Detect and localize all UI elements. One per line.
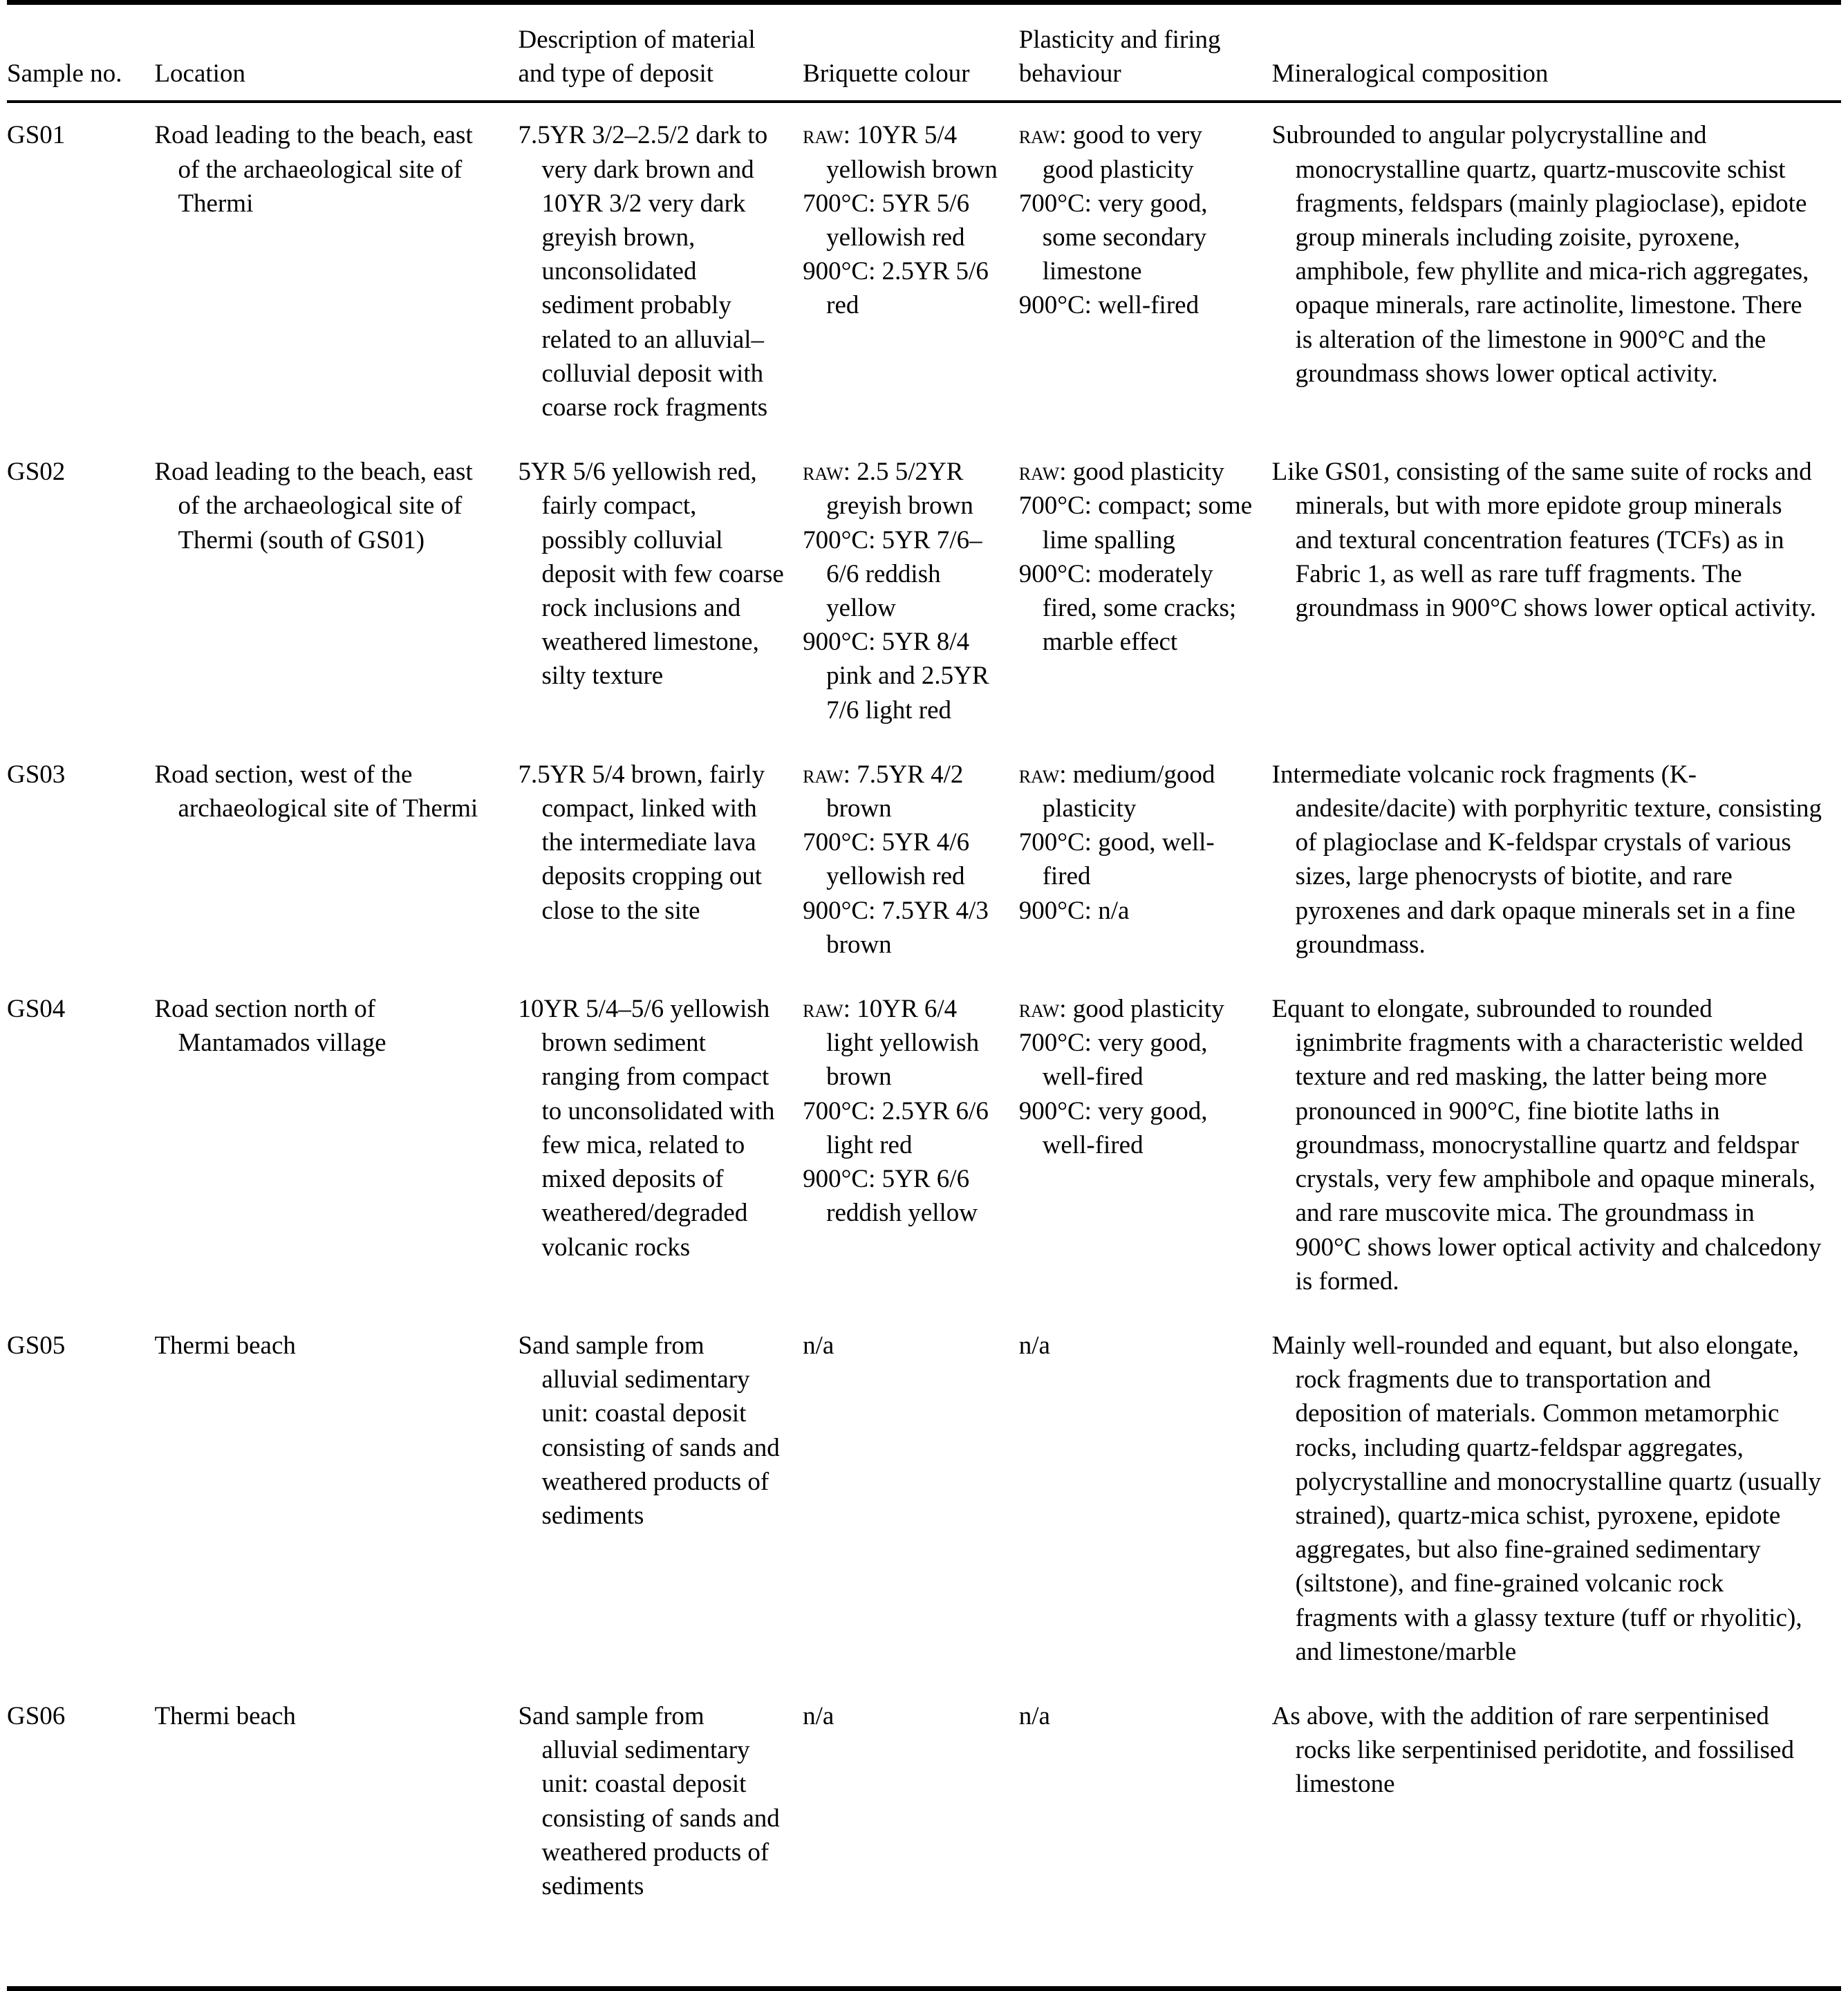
column-header-mineralogical-composition	[1272, 12, 1841, 102]
header-label-line2: and type of deposit	[518, 59, 714, 88]
rule-cell	[1019, 3, 1272, 12]
cell-briquette-colour	[803, 102, 1019, 440]
sample-description-table	[7, 0, 1841, 1991]
cell-mineralogy: Like GS01, consisting of the same suite of rocks and minerals, but with more epidote group minerals and textural concentration features (TCFs) as in Fabric 1, as well as rare tuff fragments. The groundmass in 900°C shows lower optical activity.	[1271, 458, 1816, 623]
column-header-plasticity	[1019, 12, 1272, 102]
top-rule	[7, 3, 1841, 12]
cell-description: 7.5YR 5/4 brown, fairly compact, linked with the intermediate lava deposits cropping out close to the site	[518, 760, 765, 925]
column-header-location	[154, 12, 518, 102]
rule-cell	[803, 3, 1019, 12]
briquette-700-entry: 700°C: 5YR 4/6 yellowish red	[803, 828, 970, 891]
plasticity-raw-entry	[1019, 992, 1254, 1026]
cell-plasticity	[1019, 742, 1272, 977]
briquette-700-entry: 700°C: 5YR 5/6 yellowish red	[803, 189, 970, 252]
cell-sample-no: GS04	[7, 995, 66, 1024]
raw-value: : good to very good plasticity	[1042, 121, 1202, 184]
raw-value: : medium/good plasticity	[1042, 760, 1215, 823]
briquette-900-entry: 900°C: 7.5YR 4/3 brown	[803, 896, 989, 959]
table-row	[7, 1684, 1841, 1989]
rule-cell	[518, 3, 803, 12]
cell-description: 7.5YR 3/2–2.5/2 dark to very dark brown and 10YR 3/2 very dark greyish brown, unconsolidated sediment probably related to an alluvial–colluvial deposit with coarse rock fragments	[518, 121, 768, 422]
plasticity-raw-entry	[1019, 455, 1254, 489]
table-header	[7, 3, 1841, 102]
cell-sample-no: GS02	[7, 458, 66, 487]
cell-mineralogy: Intermediate volcanic rock fragments (K-andesite/dacite) with porphyritic texture, consisting of plagioclase and K-feldspar crystals of various sizes, large phenocrysts of biotite, and rare pyroxenes and dark opaque minerals set in a fine groundmass.	[1271, 760, 1822, 959]
rule-cell	[154, 3, 518, 12]
cell-mineralogy: As above, with the addition of rare serpentinised rocks like serpentinised peridotite, and fossilised limestone	[1272, 1684, 1841, 1989]
raw-label: raw	[1018, 458, 1060, 487]
cell-briquette-colour	[803, 977, 1019, 1314]
column-header-briquette-colour	[803, 12, 1019, 102]
plasticity-700-entry: 700°C: very good, well-fired	[1018, 1029, 1208, 1092]
cell-sample-no: GS03	[7, 760, 66, 789]
header-label: Location	[154, 59, 245, 88]
raw-label: raw	[803, 995, 843, 1024]
cell-sample-no: GS05	[7, 1331, 66, 1360]
plasticity-900-entry: 900°C: n/a	[1018, 896, 1130, 925]
header-label: Briquette colour	[803, 59, 970, 88]
header-label-line2: behaviour	[1018, 59, 1121, 88]
cell-sample-no: GS06	[7, 1684, 154, 1989]
rule-cell	[7, 3, 154, 12]
cell-mineralogy: Subrounded to angular polycrystalline and monocrystalline quartz, quartz-muscovite schist fragments, feldspars (mainly plagioclase), epidote group minerals including zoisite, pyroxene, amphibole, few phyllite and mica-rich aggregates, opaque minerals, rare actinolite, limestone. There is alteration of the limestone in 900°C and the groundmass shows lower optical activity.	[1271, 121, 1809, 388]
cell-plasticity	[1019, 440, 1272, 742]
header-label: Sample no.	[7, 59, 122, 88]
cell-location: Road leading to the beach, east of the archaeological site of Thermi	[154, 121, 473, 218]
cell-description: Sand sample from alluvial sedimentary unit: coastal deposit consisting of sands and weathered products of sediments	[518, 1331, 780, 1530]
header-label-line1: Plasticity and firing	[1018, 26, 1221, 54]
briquette-900-entry: 900°C: 5YR 6/6 reddish yellow	[803, 1165, 978, 1228]
table-row	[7, 440, 1841, 742]
cell-briquette-colour	[803, 440, 1019, 742]
cell-location: Road section, west of the archaeological site of Thermi	[154, 760, 478, 823]
cell-mineralogy: Equant to elongate, subrounded to rounded ignimbrite fragments with a characteristic welded texture and red masking, the latter being more pronounced in 900°C, fine biotite laths in groundmass, monocrystalline quartz and feldspar crystals, very few amphibole and opaque minerals, and rare muscovite mica. The groundmass in 900°C shows lower optical activity and chalcedony is formed.	[1271, 995, 1822, 1296]
table-row	[7, 102, 1841, 440]
plasticity-900-entry: 900°C: very good, well-fired	[1018, 1096, 1208, 1159]
column-header-description	[518, 12, 803, 102]
column-header-sample-no	[7, 12, 154, 102]
raw-label: raw	[803, 760, 843, 789]
plasticity-700-entry: 700°C: compact; some lime spalling	[1018, 492, 1253, 554]
raw-label: raw	[1018, 121, 1060, 150]
raw-label: raw	[1018, 760, 1060, 789]
table-row	[7, 1314, 1841, 1684]
briquette-700-entry: 700°C: 5YR 7/6–6/6 reddish yellow	[803, 525, 982, 623]
cell-location: Thermi beach	[154, 1331, 296, 1360]
table-row	[7, 977, 1841, 1314]
raw-label: raw	[803, 458, 843, 487]
raw-label: raw	[803, 121, 843, 150]
briquette-raw-entry	[803, 455, 1001, 523]
briquette-raw-entry	[803, 992, 1001, 1094]
raw-label: raw	[1018, 995, 1060, 1024]
cell-mineralogy: Mainly well-rounded and equant, but also elongate, rock fragments due to transportation and deposition of materials. Common metamorphic rocks, including quartz-feldspar aggregates, polycrystalline and monocrystalline quartz (usually strained), quartz-mica schist, pyroxene, epidote aggregates, but also fine-grained sedimentary (siltstone), and fine-grained volcanic rock fragments with a glassy texture (tuff or rhyolitic), and limestone/marble	[1271, 1331, 1821, 1666]
cell-briquette-colour: n/a	[803, 1331, 834, 1360]
header-label: Mineralogical composition	[1271, 59, 1549, 88]
plasticity-raw-entry	[1019, 118, 1254, 186]
cell-briquette-colour: n/a	[803, 1684, 1019, 1989]
table-body	[7, 102, 1841, 1988]
cell-plasticity	[1019, 102, 1272, 440]
briquette-700-entry: 700°C: 2.5YR 6/6 light red	[803, 1096, 989, 1159]
briquette-raw-entry	[803, 758, 1001, 825]
raw-value: : 7.5YR 4/2 brown	[826, 760, 964, 823]
plasticity-raw-entry	[1019, 758, 1254, 825]
plasticity-700-entry: 700°C: good, well-fired	[1018, 828, 1215, 891]
plasticity-900-entry: 900°C: moderately fired, some cracks; marble effect	[1018, 559, 1237, 657]
cell-plasticity	[1019, 977, 1272, 1314]
cell-location: Thermi beach	[154, 1684, 518, 1989]
cell-briquette-colour	[803, 742, 1019, 977]
rule-cell	[1272, 3, 1841, 12]
cell-description: 5YR 5/6 yellowish red, fairly compact, possibly colluvial deposit with few coarse rock inclusions and weathered limestone, silty texture	[518, 458, 784, 691]
header-label-line1: Description of material	[518, 26, 756, 54]
briquette-raw-entry	[803, 118, 1001, 186]
raw-value: : 2.5 5/2YR greyish brown	[826, 458, 973, 521]
cell-plasticity: n/a	[1018, 1331, 1050, 1360]
raw-value: : 10YR 6/4 light yellowish brown	[826, 995, 980, 1092]
raw-value: : good plasticity	[1059, 995, 1224, 1024]
plasticity-700-entry: 700°C: very good, some secondary limestone	[1018, 189, 1208, 286]
table-row	[7, 742, 1841, 977]
raw-value: : 10YR 5/4 yellowish brown	[826, 121, 998, 184]
cell-location: Road leading to the beach, east of the archaeological site of Thermi (south of GS01)	[154, 458, 473, 554]
cell-description: 10YR 5/4–5/6 yellowish brown sediment ranging from compact to unconsolidated with few mica, related to mixed deposits of weathered/degraded volcanic rocks	[518, 995, 775, 1262]
cell-description: Sand sample from alluvial sedimentary unit: coastal deposit consisting of sands and weathered products of sediments	[518, 1684, 803, 1989]
briquette-900-entry: 900°C: 5YR 8/4 pink and 2.5YR 7/6 light red	[803, 628, 989, 725]
plasticity-900-entry: 900°C: well-fired	[1018, 291, 1200, 320]
header-row	[7, 12, 1841, 102]
cell-sample-no: GS01	[7, 121, 66, 150]
briquette-900-entry: 900°C: 2.5YR 5/6 red	[803, 257, 989, 320]
cell-location: Road section north of Mantamados village	[154, 995, 386, 1058]
raw-value: : good plasticity	[1059, 458, 1224, 487]
cell-plasticity: n/a	[1019, 1684, 1272, 1989]
